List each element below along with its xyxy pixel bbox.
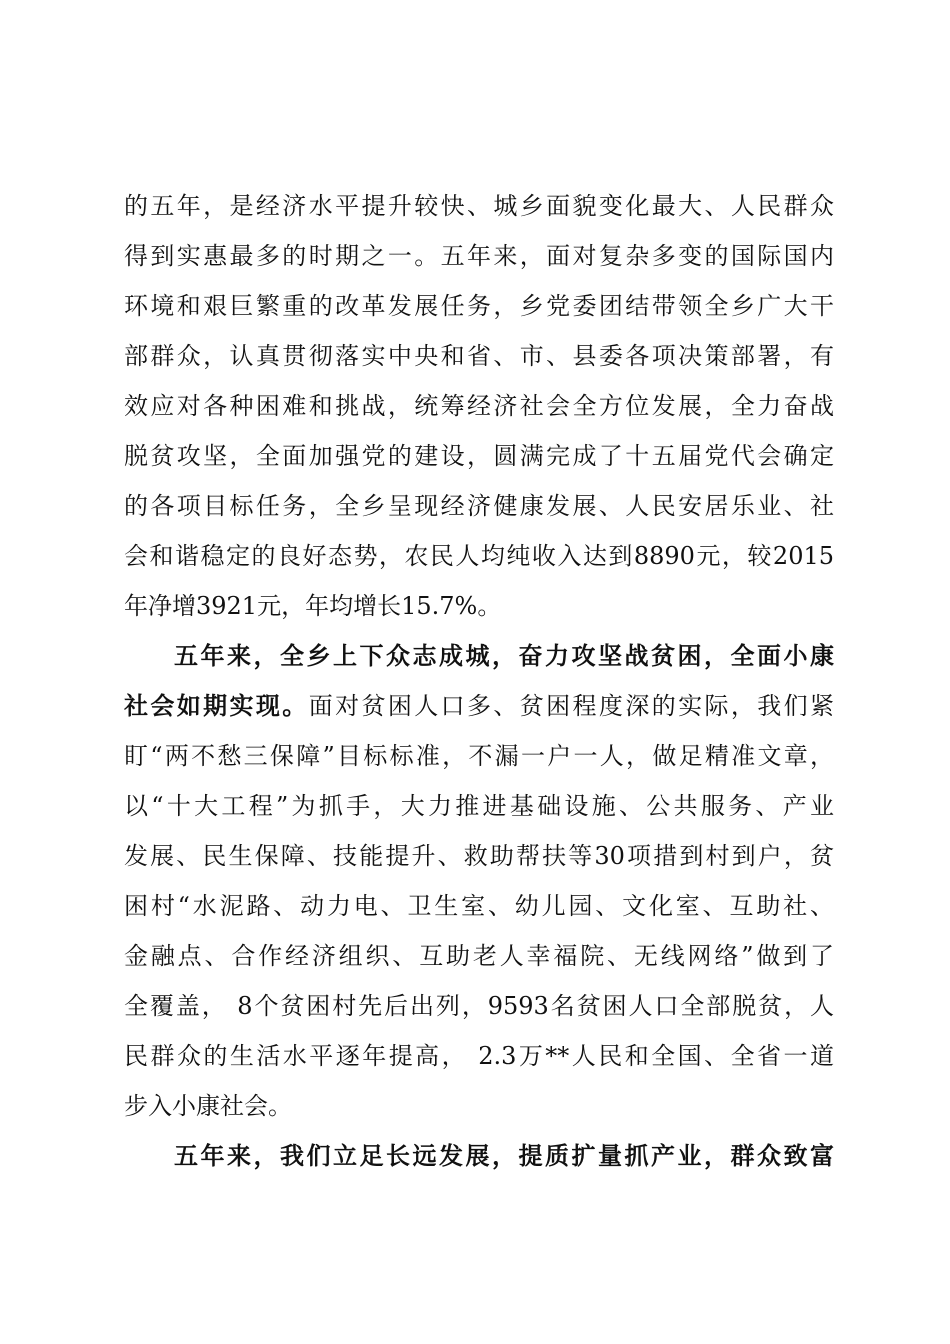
paragraph-1-line-4: 部群众，认真贯彻落实中央和省、市、县委各项决策部署，有 [124,342,834,370]
paragraph-2-line-2 [124,686,834,726]
paragraph-1-line-6: 脱贫攻坚，全面加强党的建设，圆满完成了十五届党代会确定 [124,442,834,470]
paragraph-2-line-2-text: 面对贫困人口多、贫困程度深的实际，我们紧 [308,692,835,720]
paragraph-2-line-6: 困村“水泥路、动力电、卫生室、幼儿园、文化室、互助社、 [124,892,834,920]
paragraph-2-line-7: 金融点、合作经济组织、互助老人幸福院、无线网络”做到了 [124,942,834,970]
paragraph-1-line-9: 年净增3921元，年均增长15.7%。 [124,592,502,620]
paragraph-1-line-7: 的各项目标任务，全乡呈现经济健康发展、人民安居乐业、社 [124,492,834,520]
paragraph-2-line-5: 发展、民生保障、技能提升、救助帮扶等30项措到村到户，贫 [124,842,834,870]
paragraph-2-heading-line-2: 社会如期实现。 [124,691,309,720]
paragraph-2-line-9: 民群众的生活水平逐年提高， 2.3万**人民和全国、全省一道 [124,1042,834,1070]
paragraph-1-line-1: 的五年，是经济水平提升较快、城乡面貌变化最大、人民群众 [124,192,834,220]
paragraph-3-heading-line-1: 五年来，我们立足长远发展，提质扩量抓产业，群众致富 [174,1141,834,1170]
paragraph-2-line-8: 全覆盖， 8个贫困村先后出列，9593名贫困人口全部脱贫，人 [124,992,834,1020]
paragraph-1-line-3: 环境和艰巨繁重的改革发展任务，乡党委团结带领全乡广大干 [124,292,834,320]
paragraph-1-line-5: 效应对各种困难和挑战，统筹经济社会全方位发展，全力奋战 [124,392,834,420]
paragraph-2-heading-line-1: 五年来，全乡上下众志成城，奋力攻坚战贫困，全面小康 [174,641,834,670]
paragraph-2-line-10: 步入小康社会。 [124,1092,292,1120]
paragraph-1-line-2: 得到实惠最多的时期之一。五年来，面对复杂多变的国际国内 [124,242,834,270]
paragraph-2-line-3: 盯“两不愁三保障”目标标准，不漏一户一人，做足精准文章， [124,742,834,770]
paragraph-2-line-4: 以“十大工程”为抓手，大力推进基础设施、公共服务、产业 [124,792,834,820]
paragraph-1-line-8: 会和谐稳定的良好态势，农民人均纯收入达到8890元，较2015 [124,542,834,570]
